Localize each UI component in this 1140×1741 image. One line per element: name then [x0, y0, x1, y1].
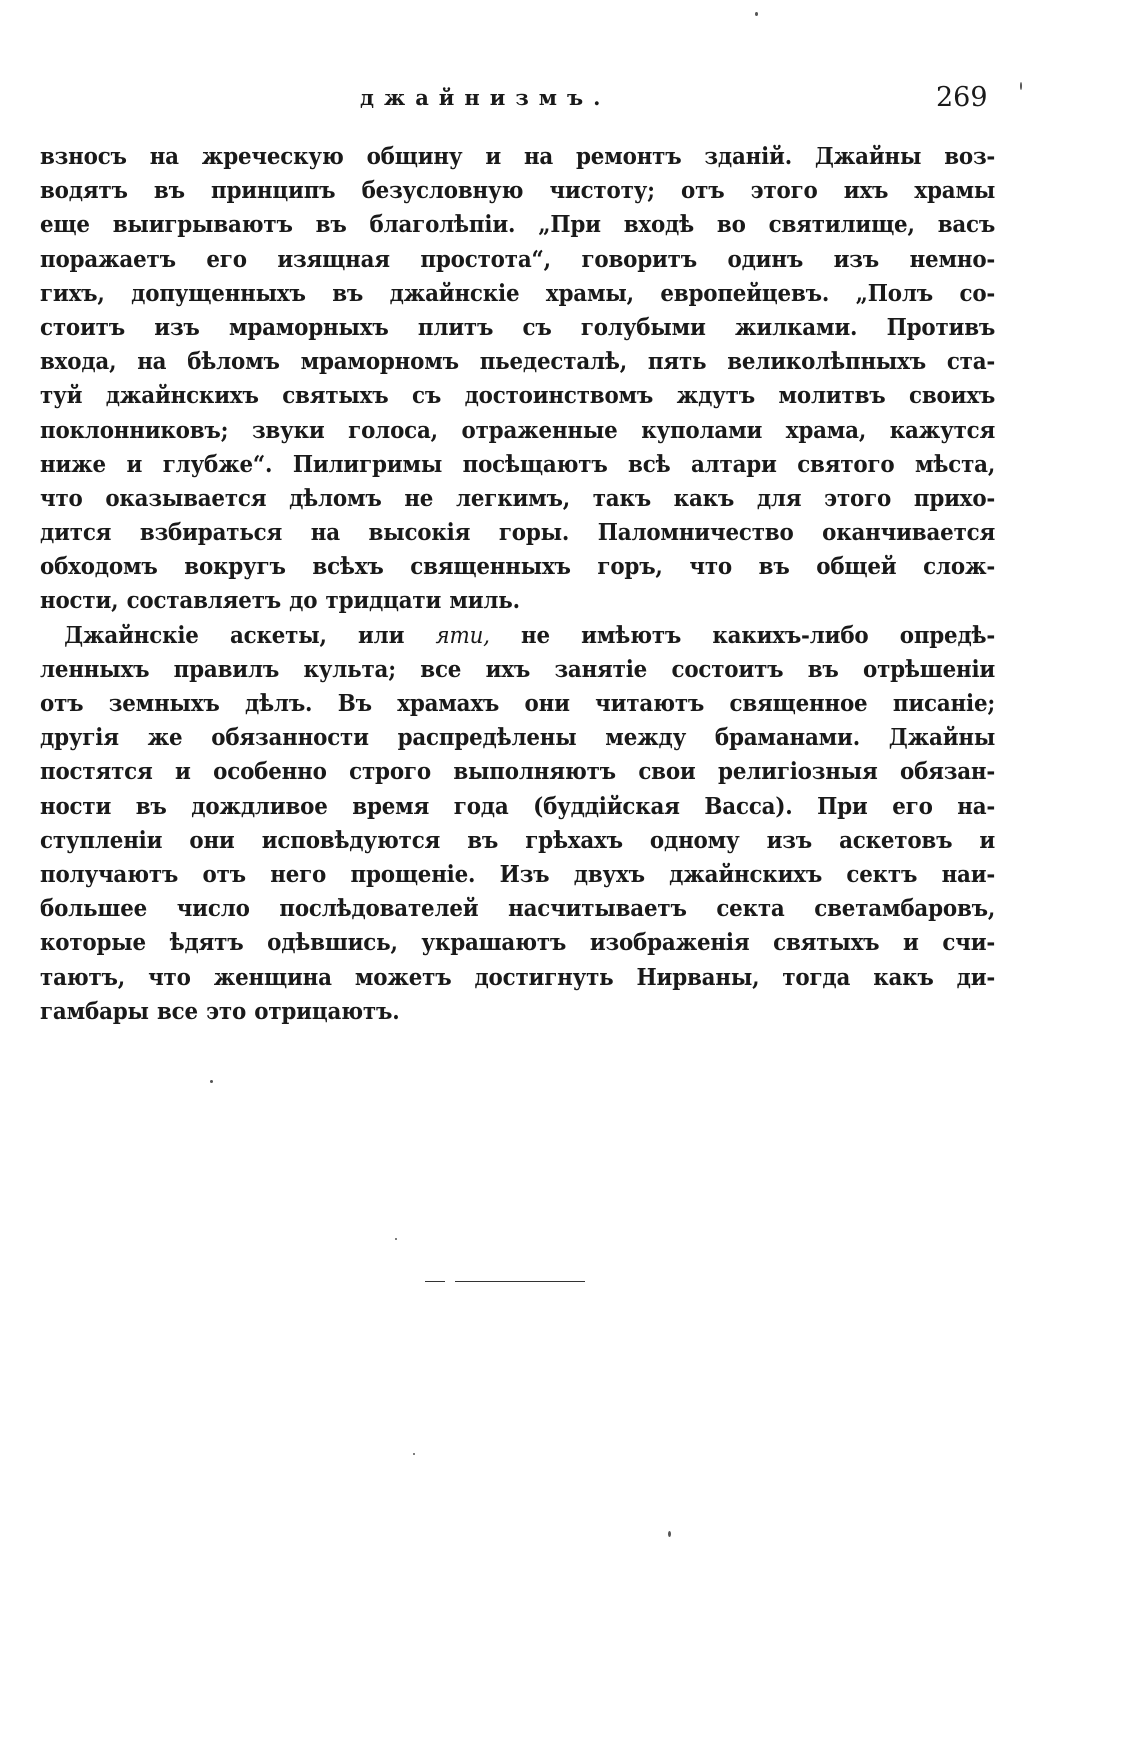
scan-speck: [1020, 82, 1022, 90]
divider-rule: [425, 1281, 445, 1282]
text-line: ступленіи они исповѣдуются въ грѣхахъ одному изъ аскетовъ и: [40, 826, 996, 854]
running-head: [0, 78, 1140, 118]
text-line: дится взбираться на высокія горы. Паломничество оканчивается: [40, 519, 996, 547]
text-line: которые ѣдятъ одѣвшись, украшаютъ изображенія святыхъ и счи-: [40, 929, 996, 957]
text-line: ности, составляетъ до тридцати миль.: [40, 587, 520, 615]
scan-speck: [755, 12, 758, 16]
text-line: стоитъ изъ мраморныхъ плитъ съ голубыми жилками. Противъ: [40, 313, 996, 341]
text-line: другія же обязанности распредѣлены между браманами. Джайны: [40, 724, 996, 752]
page-number: 269: [936, 82, 988, 113]
scan-speck: [395, 1238, 397, 1240]
text-line: гамбары все это отрицаютъ.: [40, 997, 400, 1025]
text-line: отъ земныхъ дѣлъ. Въ храмахъ они читаютъ священное писаніе;: [40, 690, 996, 717]
text-line: получаютъ отъ него прощеніе. Изъ двухъ джайнскихъ сектъ наи-: [40, 860, 996, 888]
text-line: поклонниковъ; звуки голоса, отраженные куполами храма, кажутся: [40, 416, 996, 444]
text-line: поражаетъ его изящная простота“, говоритъ одинъ изъ немно-: [40, 245, 996, 273]
text-line: гихъ, допущенныхъ въ джайнскіе храмы, европейцевъ. „Полъ со-: [40, 279, 996, 307]
text-line: большее число послѣдователей насчитываетъ секта светамбаровъ,: [40, 895, 996, 923]
text-line: входа, на бѣломъ мраморномъ пьедесталѣ, пять великолѣпныхъ ста-: [40, 348, 996, 376]
scan-speck: [413, 1453, 415, 1455]
text-line: взносъ на жреческую общину и на ремонтъ зданій. Джайны воз-: [40, 143, 996, 170]
text-run: не имѣютъ какихъ-либо опредѣ-: [489, 621, 996, 649]
text-line: ленныхъ правилъ культа; все ихъ занятіе состоитъ въ отрѣшеніи: [40, 655, 996, 683]
scan-speck: [210, 1080, 213, 1083]
paragraph-first-line: [40, 619, 995, 653]
text-line: что оказывается дѣломъ не легкимъ, такъ какъ для этого прихо-: [40, 484, 996, 512]
text-line: обходомъ вокругъ всѣхъ священныхъ горъ, что въ общей слож-: [40, 553, 996, 581]
text-line: ности въ дождливое время года (буддійская Васса). При его на-: [40, 792, 996, 820]
text-line: туй джайнскихъ святыхъ съ достоинствомъ ждутъ молитвъ своихъ: [40, 382, 996, 410]
scan-speck: [668, 1531, 671, 1537]
divider-rule: [455, 1281, 585, 1282]
text-run: Джайнскіе аскеты, или: [64, 621, 436, 649]
text-line: водятъ въ принципъ безусловную чистоту; отъ этого ихъ храмы: [40, 177, 996, 205]
body-text: [40, 140, 995, 1029]
text-line: еще выигрываютъ въ благолѣпіи. „При входѣ во святилище, васъ: [40, 211, 996, 239]
text-line: таютъ, что женщина можетъ достигнуть Нирваны, тогда какъ ди-: [40, 963, 996, 991]
italic-term: яти,: [435, 622, 490, 649]
text-line: ниже и глубже“. Пилигримы посѣщаютъ всѣ алтари святого мѣста,: [40, 450, 996, 478]
running-title: джайнизмъ.: [360, 85, 611, 110]
text-line: постятся и особенно строго выполняютъ свои религіозныя обязан-: [40, 758, 996, 786]
